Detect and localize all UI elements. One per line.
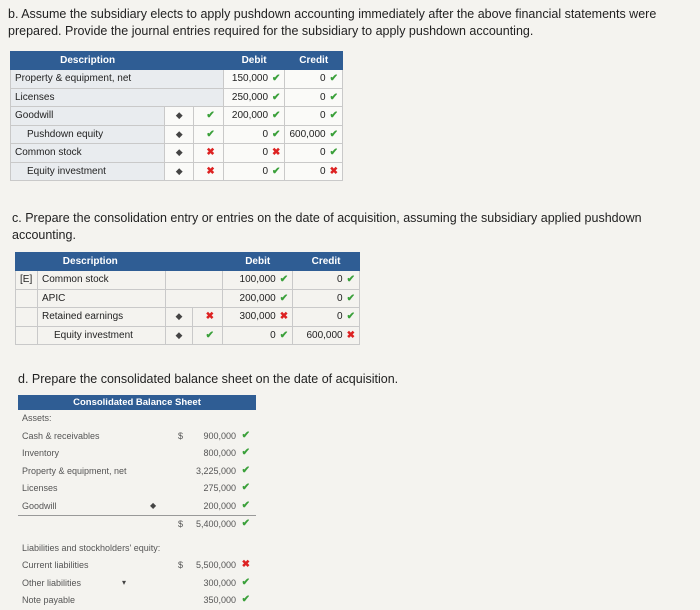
check-icon: ✔ <box>329 73 338 85</box>
currency-symbol: $ <box>178 560 184 570</box>
check-icon: ✔ <box>241 429 250 441</box>
debit-amount[interactable]: 100,000 <box>239 274 276 286</box>
account-cell[interactable]: Retained earnings <box>37 308 165 327</box>
account-cell[interactable]: Property & equipment, net <box>11 70 224 89</box>
asset-row <box>18 445 256 463</box>
col-header-credit: Credit <box>293 253 360 271</box>
asset-row <box>18 498 256 516</box>
part-c-instructions: c. Prepare the consolidation entry or entries on the date of acquisition, assuming the subsidiary applied pushdown accounting. <box>12 211 642 242</box>
debit-amount[interactable]: 150,000 <box>231 73 269 85</box>
credit-amount[interactable]: 0 <box>337 274 343 286</box>
liability-label[interactable]: Other liabilities <box>22 577 82 588</box>
liability-row <box>18 575 256 593</box>
liabilities-heading: Liabilities and stockholders' equity: <box>22 542 161 553</box>
asset-label: Cash & receivables <box>22 430 100 441</box>
check-icon: ✔ <box>346 274 355 286</box>
debit-amount[interactable]: 200,000 <box>239 292 276 304</box>
liability-amount[interactable]: 5,500,000 <box>195 560 236 570</box>
credit-amount[interactable]: 0 <box>320 147 326 159</box>
col-header-debit: Debit <box>223 52 285 70</box>
balance-sheet-title: Consolidated Balance Sheet <box>18 395 256 410</box>
check-icon: ✔ <box>279 274 289 286</box>
account-cell[interactable]: Licenses <box>11 88 224 107</box>
col-header-credit: Credit <box>285 52 343 70</box>
credit-amount[interactable]: 600,000 <box>289 128 326 140</box>
dropdown-arrows-icon[interactable]: ◆ <box>175 165 183 176</box>
x-icon: ✖ <box>272 147 281 159</box>
debit-amount[interactable]: 300,000 <box>239 311 276 323</box>
check-icon: ✔ <box>241 464 250 476</box>
dropdown-arrows-icon[interactable]: ◆ <box>175 128 183 139</box>
total-assets-amount[interactable]: 5,400,000 <box>195 519 236 529</box>
x-icon: ✖ <box>241 559 250 570</box>
col-header-description: Description <box>16 253 166 271</box>
x-icon: ✖ <box>205 311 215 323</box>
consolidated-balance-sheet <box>18 395 256 610</box>
check-icon: ✔ <box>241 447 250 458</box>
account-cell[interactable]: APIC <box>37 289 165 308</box>
check-icon: ✔ <box>272 73 281 85</box>
check-icon: ✔ <box>329 110 338 122</box>
account-cell[interactable]: Common stock <box>11 144 165 163</box>
liability-row <box>18 592 256 610</box>
check-icon: ✔ <box>206 110 215 122</box>
check-icon: ✔ <box>241 594 250 605</box>
check-icon: ✔ <box>241 482 250 493</box>
check-icon: ✔ <box>272 165 281 177</box>
asset-amount[interactable]: 3,225,000 <box>195 465 236 476</box>
credit-amount[interactable]: 0 <box>337 311 343 323</box>
check-icon: ✔ <box>241 576 250 588</box>
credit-amount[interactable]: 0 <box>320 73 326 85</box>
debit-amount[interactable]: 250,000 <box>231 91 269 103</box>
asset-label[interactable]: Goodwill <box>22 500 57 511</box>
liability-label: Current liabilities <box>22 560 89 570</box>
asset-amount[interactable]: 800,000 <box>203 448 236 458</box>
asset-amount[interactable]: 275,000 <box>203 483 236 493</box>
asset-row <box>18 463 256 481</box>
col-header-description: Description <box>11 52 165 70</box>
x-icon: ✖ <box>329 165 338 177</box>
dropdown-arrows-icon[interactable]: ◆ <box>175 147 183 158</box>
dropdown-arrows-icon[interactable]: ◆ <box>175 110 183 121</box>
asset-label: Property & equipment, net <box>22 465 127 476</box>
entry-label: [E] <box>16 271 38 290</box>
asset-amount[interactable]: 900,000 <box>203 430 236 441</box>
liability-label: Note payable <box>22 595 76 605</box>
credit-amount[interactable]: 0 <box>320 91 326 103</box>
consolidation-entry-table <box>15 252 360 345</box>
credit-amount[interactable]: 0 <box>337 292 343 304</box>
check-icon: ✔ <box>279 329 289 341</box>
asset-row <box>18 480 256 498</box>
check-icon: ✔ <box>329 147 338 159</box>
debit-amount[interactable]: 0 <box>262 165 269 177</box>
x-icon: ✖ <box>206 165 215 177</box>
credit-amount[interactable]: 0 <box>320 165 326 177</box>
part-b-instructions: b. Assume the subsidiary elects to apply pushdown accounting immediately after the above financial statements were prepared. Provide the journal entries required for the subsidiary to apply pushdown accounting. <box>8 7 657 38</box>
x-icon: ✖ <box>279 311 289 323</box>
credit-amount[interactable]: 600,000 <box>306 329 343 341</box>
check-icon: ✔ <box>272 110 281 122</box>
part-d-instructions: d. Prepare the consolidated balance sheet on the date of acquisition. <box>18 372 399 386</box>
check-icon: ✔ <box>346 292 355 304</box>
pushdown-journal-table <box>10 51 343 181</box>
asset-row <box>18 428 256 446</box>
x-icon: ✖ <box>346 329 355 341</box>
dropdown-arrows-icon[interactable]: ▾ <box>122 577 127 587</box>
dropdown-arrows-icon[interactable]: ◆ <box>175 329 183 340</box>
check-icon: ✔ <box>241 499 250 511</box>
debit-amount[interactable]: 0 <box>270 329 276 341</box>
total-assets-row <box>18 515 256 534</box>
account-cell[interactable]: Pushdown equity <box>11 125 165 144</box>
check-icon: ✔ <box>272 128 281 140</box>
check-icon: ✔ <box>206 128 215 140</box>
check-icon: ✔ <box>279 292 289 304</box>
dropdown-arrows-icon[interactable]: ◆ <box>175 311 183 322</box>
currency-symbol: $ <box>178 430 184 441</box>
x-icon: ✖ <box>206 147 215 159</box>
check-icon: ✔ <box>272 91 281 103</box>
check-icon: ✔ <box>329 128 338 140</box>
asset-label: Licenses <box>22 483 58 493</box>
debit-amount[interactable]: 200,000 <box>231 110 269 122</box>
liability-amount[interactable]: 350,000 <box>203 595 236 605</box>
currency-symbol: $ <box>178 519 184 529</box>
debit-amount[interactable]: 0 <box>262 128 269 140</box>
asset-amount[interactable]: 200,000 <box>203 500 236 511</box>
assets-heading: Assets: <box>22 413 52 423</box>
account-cell[interactable]: Equity investment <box>37 326 165 345</box>
col-header-debit: Debit <box>223 253 293 271</box>
check-icon: ✔ <box>346 311 355 323</box>
account-cell[interactable]: Common stock <box>37 271 165 290</box>
credit-amount[interactable]: 0 <box>320 110 326 122</box>
dropdown-arrows-icon[interactable]: ◆ <box>150 500 157 510</box>
check-icon: ✔ <box>329 91 338 103</box>
account-cell[interactable]: Goodwill <box>11 107 165 126</box>
liability-amount[interactable]: 300,000 <box>203 577 236 588</box>
account-cell[interactable]: Equity investment <box>11 162 165 181</box>
check-icon: ✔ <box>205 329 215 341</box>
check-icon: ✔ <box>241 518 250 529</box>
debit-amount[interactable]: 0 <box>262 147 269 159</box>
liability-row <box>18 557 256 575</box>
asset-label: Inventory <box>22 448 60 458</box>
